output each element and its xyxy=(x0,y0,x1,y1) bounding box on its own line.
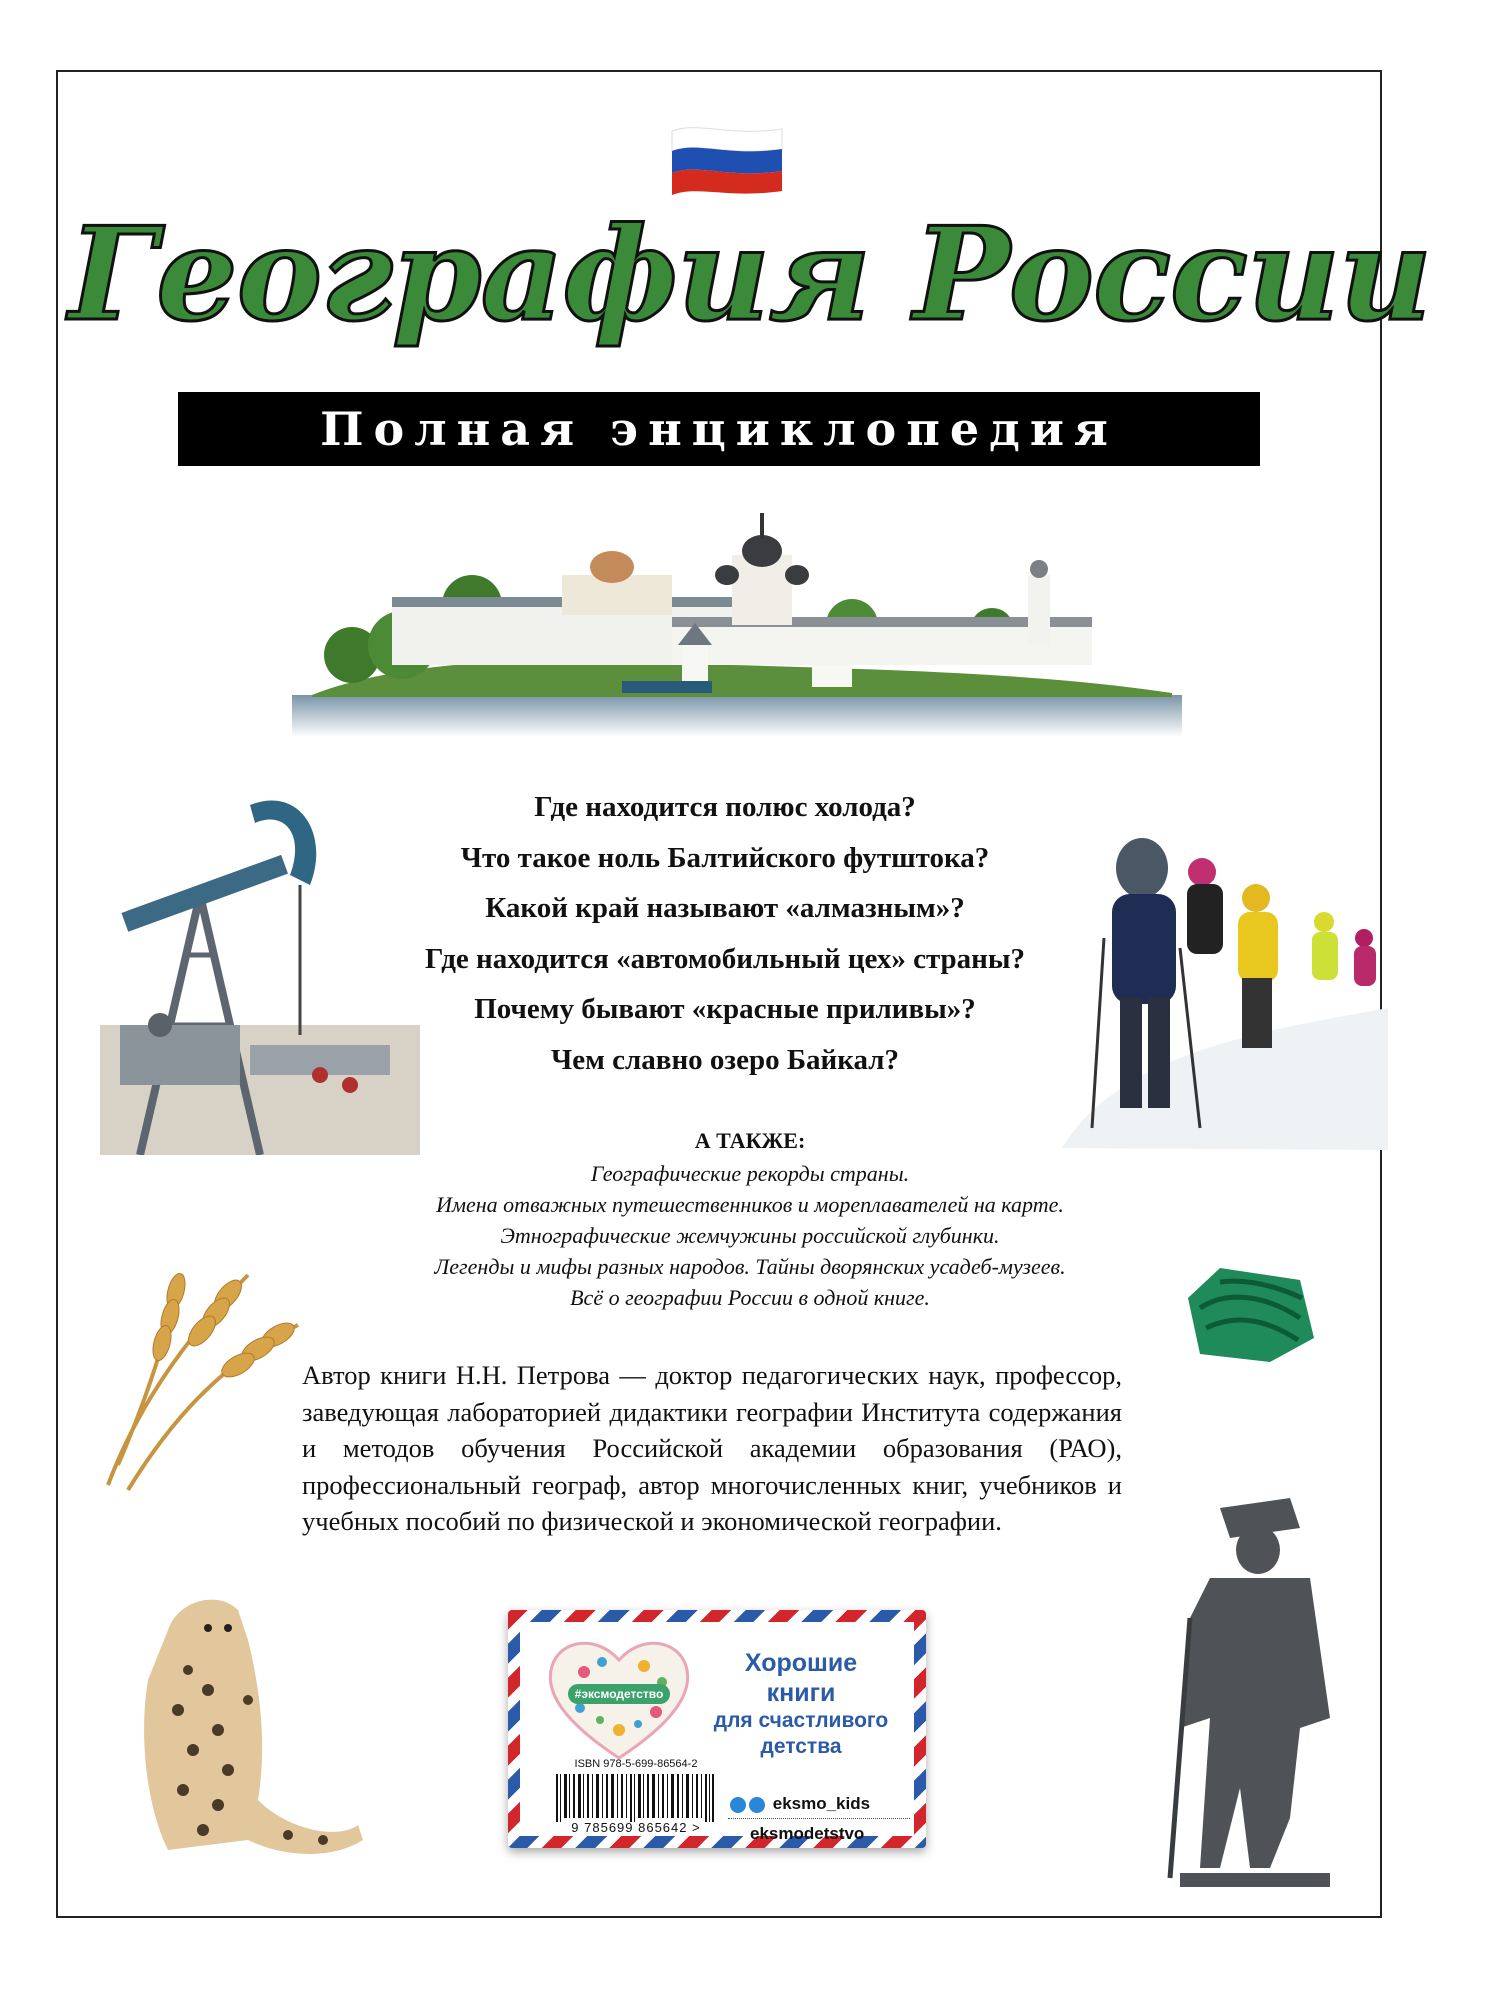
barcode xyxy=(554,1774,716,1822)
also-heading: А ТАКЖЕ: xyxy=(694,1128,806,1153)
question-item: Где находится «автомобильный цех» страны? xyxy=(424,942,1026,975)
telegram-icon xyxy=(749,1797,765,1813)
question-item: Почему бывают «красные приливы»? xyxy=(474,993,976,1026)
far-eastern-leopard-illustration xyxy=(108,1590,364,1890)
also-list xyxy=(300,1158,1200,1313)
question-item: Чем славно озеро Байкал? xyxy=(551,1043,899,1076)
cover-title: География России xyxy=(68,200,1432,350)
heart-label: #эксмодетство xyxy=(574,1687,664,1701)
social-handle-text: eksmo_kids xyxy=(772,1794,871,1813)
paul-i-statue-illustration xyxy=(1140,1488,1358,1888)
slogan-line: для счастливого xyxy=(713,1709,889,1732)
slogan xyxy=(706,1648,896,1760)
isbn-label: ISBN 978-5-699-86564-2 xyxy=(574,1758,698,1770)
sticker-body xyxy=(520,1622,914,1843)
site-handle: eksmodetstvo xyxy=(750,1824,865,1843)
author-bio: Автор книги Н.Н. Петрова — доктор педагогических наук, профессор, заведующая лабораторией дидактики географии Института содержания и методов обучения Российской академии образования (РАО), профессиональный географ, автор многочисленных книг, учебников и учебных пособий по физической и экономической географии. xyxy=(302,1360,1122,1536)
slogan-line: детства xyxy=(760,1735,842,1758)
also-item: Легенды и мифы разных народов. Тайны дворянских усадеб-музеев. xyxy=(434,1254,1066,1279)
wheat-ears-illustration xyxy=(98,1255,308,1495)
russian-flag-icon xyxy=(668,123,786,199)
island-monastery-illustration xyxy=(292,505,1182,737)
social-handle xyxy=(730,1794,870,1814)
divider xyxy=(728,1818,910,1819)
questions-list xyxy=(330,782,1120,1086)
also-item: Имена отважных путешественников и мореплавателей на карте. xyxy=(436,1192,1064,1217)
question-item: Где находится полюс холода? xyxy=(534,791,916,823)
publisher-sticker xyxy=(508,1610,926,1848)
question-item: Какой край называют «алмазным»? xyxy=(485,892,965,925)
vk-icon xyxy=(730,1797,746,1813)
slogan-line: книги xyxy=(766,1679,836,1707)
slogan-line: Хорошие xyxy=(744,1649,858,1677)
heart-logo-icon xyxy=(544,1632,694,1760)
also-item: Географические рекорды страны. xyxy=(590,1161,910,1186)
cover-subtitle: Полная энциклопедия xyxy=(178,392,1260,466)
also-item: Всё о географии России в одной книге. xyxy=(570,1285,930,1310)
question-item: Что такое ноль Балтийского футштока? xyxy=(460,841,990,874)
also-item: Этнографические жемчужины российской глубинки. xyxy=(500,1223,1000,1248)
malachite-stone-illustration xyxy=(1180,1258,1320,1368)
barcode-number: 9 785699 865642 > xyxy=(571,1820,701,1835)
